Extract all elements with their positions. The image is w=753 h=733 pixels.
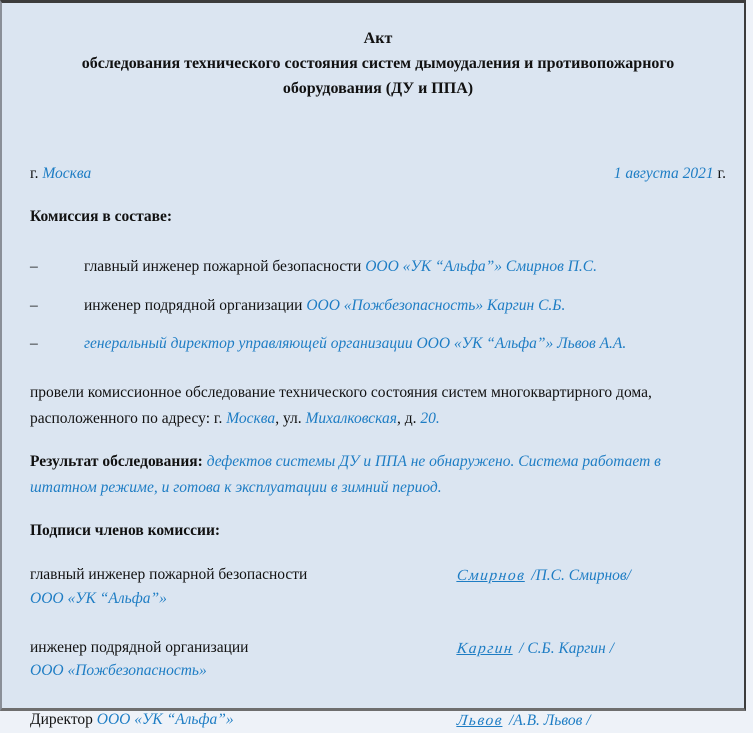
date-suffix: г. bbox=[717, 165, 726, 183]
signature-left bbox=[30, 636, 457, 683]
member-filled: генеральный директор управляющей организации ООО «УК “Альфа”» Львов А.А. bbox=[84, 334, 627, 352]
result-value-field: дефектов системы ДУ и ППА не обнаружено. Система работает в штатном режиме, и готова к эксплуатации в зимний период. bbox=[30, 453, 661, 497]
survey-sep-street: , ул. bbox=[275, 410, 306, 428]
commission-heading: Комиссия в составе: bbox=[30, 208, 173, 226]
member-text bbox=[84, 332, 726, 355]
signature-autograph: Смирнов bbox=[456, 567, 527, 585]
member-filled: ООО «УК “Альфа”» Смирнов П.С. bbox=[365, 258, 597, 276]
member-text bbox=[84, 255, 726, 278]
survey-sep-house: , д. bbox=[396, 410, 421, 428]
signature-name: /А.В. Львов / bbox=[508, 712, 591, 730]
address-house-field: 20. bbox=[420, 410, 440, 428]
signature-org: ООО «УК “Альфа”» bbox=[96, 711, 234, 729]
date-field: 1 августа 2021 bbox=[613, 165, 714, 183]
member-role: главный инженер пожарной безопасности bbox=[84, 258, 366, 276]
date-line bbox=[614, 165, 726, 183]
signature-left bbox=[30, 563, 457, 610]
dash-marker: – bbox=[30, 334, 38, 352]
title-line-1: Акт bbox=[363, 30, 393, 47]
member-filled: ООО «Пожбезопасность» Каргин С.Б. bbox=[306, 296, 566, 314]
title-line-3: оборудования (ДУ и ППА) bbox=[282, 79, 474, 97]
signature-name: /П.С. Смирнов/ bbox=[531, 567, 631, 585]
city-field: Москва bbox=[42, 165, 92, 183]
document-title bbox=[30, 27, 726, 101]
member-row bbox=[30, 255, 726, 278]
member-role: инженер подрядной организации bbox=[84, 296, 307, 314]
signature-right bbox=[457, 636, 726, 660]
dateline bbox=[30, 165, 726, 183]
signatures-heading: Подписи членов комиссии: bbox=[30, 522, 221, 540]
signature-right bbox=[457, 708, 726, 732]
signature-role-line bbox=[30, 708, 457, 731]
result-label: Результат обследования: bbox=[30, 453, 207, 471]
member-row bbox=[30, 294, 726, 317]
signature-left bbox=[30, 708, 457, 731]
signature-org: ООО «УК “Альфа”» bbox=[30, 589, 167, 607]
signature-role: инженер подрядной организации bbox=[30, 638, 249, 656]
signature-org: ООО «Пожбезопасность» bbox=[30, 662, 207, 680]
commission-members bbox=[30, 255, 726, 355]
member-text bbox=[84, 294, 726, 317]
signature-role: Директор bbox=[30, 711, 97, 729]
dash-marker: – bbox=[30, 296, 38, 314]
signature-role: главный инженер пожарной безопасности bbox=[30, 566, 308, 584]
address-city-field: Москва bbox=[226, 410, 276, 428]
address-street-field: Михалковская bbox=[305, 410, 397, 428]
survey-text: провели комиссионное обследование технического состояния систем многоквартирного дома, расположенного по адресу: г. bbox=[30, 384, 652, 428]
signature-autograph: Каргин bbox=[456, 639, 515, 657]
city-line bbox=[30, 165, 91, 183]
signature-right bbox=[457, 563, 726, 587]
survey-paragraph bbox=[30, 380, 726, 432]
signature-autograph: Львов bbox=[456, 712, 504, 730]
result-paragraph bbox=[30, 449, 726, 501]
signature-row bbox=[30, 636, 726, 683]
member-row bbox=[30, 332, 726, 355]
signature-row bbox=[30, 563, 726, 610]
city-prefix: г. bbox=[30, 165, 39, 183]
signature-row bbox=[30, 708, 726, 732]
signature-name: / С.Б. Каргин / bbox=[519, 639, 614, 657]
title-line-2: обследования технического состояния систем дымоудаления и противопожарного bbox=[81, 54, 675, 72]
dash-marker: – bbox=[30, 258, 38, 276]
